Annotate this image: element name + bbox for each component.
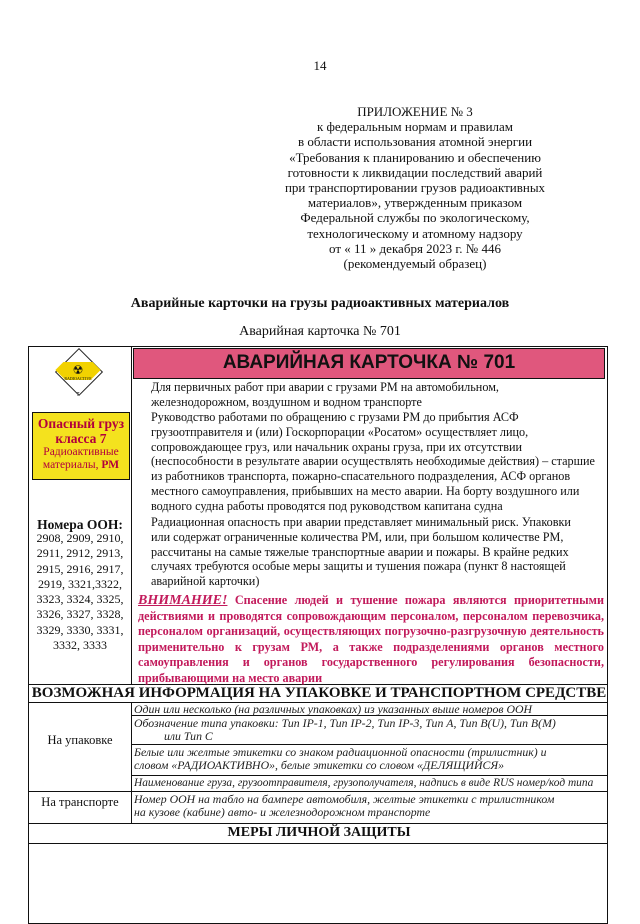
hazard-class-line: класса 7 [55, 431, 107, 446]
document-title: Аварийные карточки на грузы радиоактивных материалов [130, 296, 510, 311]
package-info-line: или Тип C [164, 729, 213, 744]
list-item-line: рассчитаны на самые тяжелые транспортные аварии и пожары. В крайне редких [151, 544, 569, 559]
appendix-line: ПРИЛОЖЕНИЕ № 3 [357, 104, 473, 119]
warning-body: Спасение людей и тушение пожара являются приоритетными действиями и проводятся сопровождающим персоналом, персоналом перевозчика, персоналом организаций, осуществляющих погрузочно-разгрузочную деятельность применительно к грузам РМ, а также подразделениями органов местного самоуправления и органов государственного регулирования безопасности, прибывающими на место аварии [138, 593, 604, 685]
warning-text [138, 593, 604, 686]
un-numbers-line: 3326, 3327, 3328, [36, 607, 124, 622]
list-item-line: местного самоуправления, прибывших на место аварии. На борту воздушного или [151, 483, 580, 498]
hazard-class-text: материалы, [42, 459, 99, 471]
package-info-line: Белые или желтые этикетки со знаком радиационной опасности (трилистник) и [134, 745, 547, 759]
appendix-line: при транспортировании грузов радиоактивных [284, 180, 546, 196]
list-item-line: (неспособности в результате аварии осуществлять необходимые действия) – старшие [151, 454, 595, 469]
package-label: На упаковке [47, 733, 113, 747]
list-item-line: аварийной карточки) [151, 574, 260, 589]
row-divider [29, 823, 607, 824]
appendix-line: (рекомендуемый образец) [343, 256, 487, 272]
package-info-line: словом «РАДИОАКТИВНО», белые этикетки со словом «ДЕЛЯЩИЙСЯ» [134, 758, 505, 773]
hazard-class-abbr: РМ [101, 459, 120, 471]
list-item [138, 410, 604, 514]
info-section-title: ВОЗМОЖНАЯ ИНФОРМАЦИЯ НА УПАКОВКЕ И ТРАНСПОРТНОМ СРЕДСТВЕ [31, 685, 607, 701]
list-item-line: Для первичных работ при аварии с грузами РМ на автомобильном, [151, 380, 499, 394]
hazard-class-box [32, 412, 130, 480]
un-numbers-line: 2915, 2916, 2917, [36, 561, 124, 576]
un-numbers-line: 2908, 2909, 2910, [36, 531, 124, 545]
package-info-row [134, 703, 608, 716]
card-subtitle: Аварийная карточка № 701 [239, 324, 401, 339]
list-item [138, 380, 604, 410]
radioactive-trefoil-icon: ☢ [72, 363, 84, 377]
hazard-class-number: 7 [76, 392, 80, 398]
appendix-line: от « 11 » декабря 2023 г. № 446 [329, 240, 501, 256]
info-column-divider [131, 702, 132, 824]
list-item-line: железнодорожном, воздушном и водном транспорте [151, 394, 422, 409]
list-item-line: сопровождающее груз, или начальник охраны груза, при их отсутствии [151, 439, 523, 454]
transport-info-line: на кузове (кабине) авто- и железнодорожном транспорте [134, 805, 431, 820]
list-item-line: водного судна работы проводятся под руководством капитана судна [151, 498, 503, 513]
package-info-line: Наименование груза, грузоотправителя, грузополучателя, надпись в виде RUS номер/код типа [134, 777, 594, 789]
page-number: 14 [313, 58, 327, 73]
list-item-line: из работников транспорта, пожарно-спасательного подразделения, АСФ органов [151, 469, 571, 484]
list-item-line: случаях требуются особые меры защиты и тушения пожара (пункт 8 настоящей [151, 559, 566, 574]
package-info-line: Обозначение типа упаковки: Тип IP-1, Тип IP-2, Тип IP-3, Тип A, Тип B(U), Тип B(M) [134, 716, 556, 730]
appendix-line: технологическому и атомному надзору [307, 225, 523, 241]
appendix-line: материалов», утвержденным приказом [307, 195, 523, 211]
un-numbers-line: 3329, 3330, 3331, [36, 622, 124, 637]
un-numbers-line: 3332, 3333 [53, 638, 107, 653]
protection-title: МЕРЫ ЛИЧНОЙ ЗАЩИТЫ [227, 825, 411, 840]
list-item-line: Радиационная опасность при аварии представляет минимальный риск. Упаковки [151, 515, 571, 529]
row-divider [29, 843, 607, 844]
list-item-line: Руководство работами по обращению с грузами РМ до прибытия АСФ [151, 410, 519, 424]
hazard-class-line: Опасный груз [37, 416, 125, 431]
un-numbers-line: 2911, 2912, 2913, [36, 546, 124, 561]
package-info-row [134, 777, 608, 790]
un-numbers-line: 3323, 3324, 3325, [36, 592, 124, 607]
package-info-row [134, 746, 608, 773]
package-info-line: Один или несколько (на различных упаковках) из указанных выше номеров ООН [134, 702, 533, 716]
appendix-header [250, 104, 580, 271]
appendix-line: «Требования к планированию и обеспечению [289, 149, 541, 165]
transport-info-line: Номер ООН на табло на бампере автомобиля, желтые этикетки с трилистником [134, 792, 555, 806]
package-info-row [134, 717, 608, 744]
warning-lead: ВНИМАНИЕ! [138, 593, 228, 608]
card-banner: АВАРИЙНАЯ КАРТОЧКА № 701 [133, 348, 605, 379]
list-item [138, 515, 604, 589]
list-item-line: грузоотправителя и (или) Госкорпорации «Росатом» осуществляет лицо, [151, 424, 529, 439]
appendix-line: в области использования атомной энергии [297, 134, 533, 150]
un-numbers-heading: Номера ООН: [37, 517, 123, 532]
appendix-line: готовности к ликвидации последствий аварий [287, 164, 543, 180]
hazard-label-text: RADIOACTIVE [64, 376, 92, 381]
hazard-class-line: Радиоактивные [43, 446, 119, 458]
hazard-class-line [33, 459, 129, 472]
appendix-line: к федеральным нормам и правилам [316, 119, 514, 135]
un-numbers-line: 2919, 3321,3322, [38, 576, 122, 591]
row-divider [131, 775, 607, 776]
list-item-line: или содержат ограниченные количества РМ, или, при большом количестве РМ, [151, 529, 564, 544]
transport-label: На транспорте [41, 795, 119, 809]
left-column-divider [131, 347, 132, 684]
un-numbers-list [30, 531, 130, 653]
appendix-line: Федеральной службы по экологическому, [300, 210, 530, 226]
transport-info-row [134, 793, 608, 820]
